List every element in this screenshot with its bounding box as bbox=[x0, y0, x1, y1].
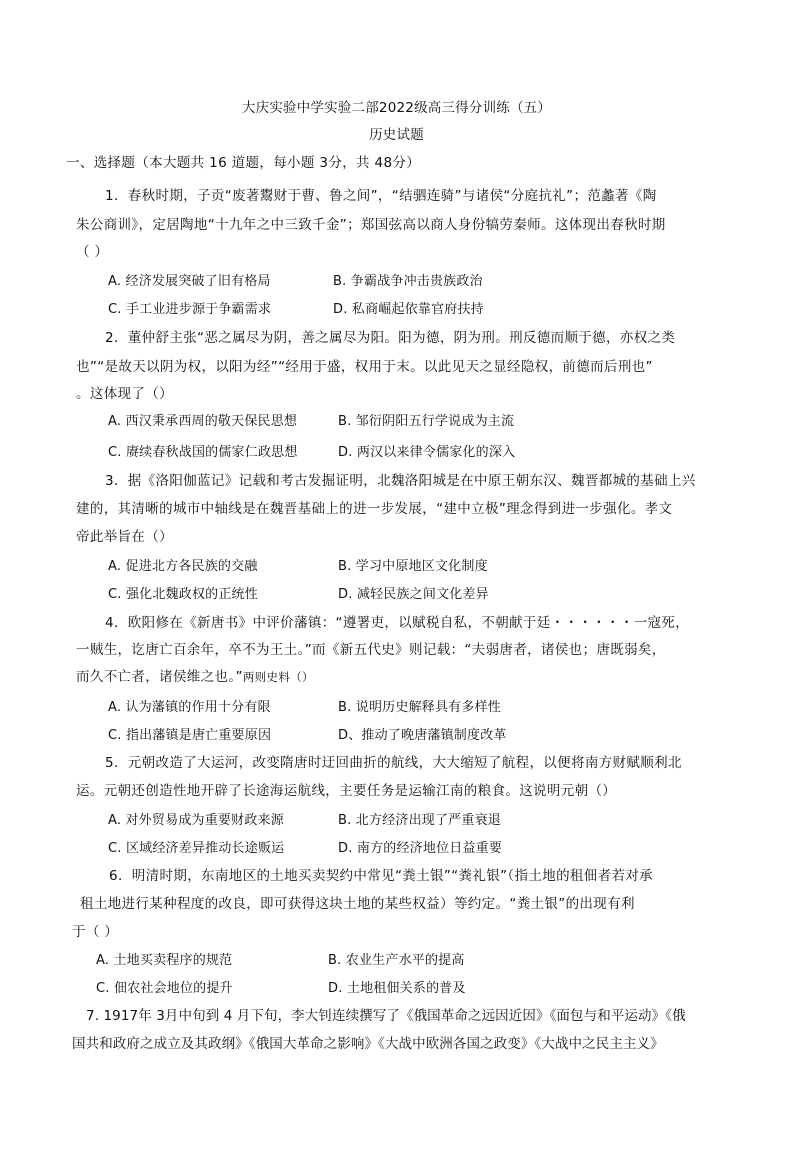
question-text-line: 7. 1917年 3月中旬到 4 月下旬，李大钊连续撰写了《俄国革命之远因近因》《面包与和平运动》《俄 bbox=[86, 1008, 686, 1024]
question-text-line: （ ） bbox=[76, 244, 109, 260]
option-c: C. 佃农社会地位的提升 bbox=[96, 981, 233, 996]
option-a: A. 西汉秉承西周的敬天保民思想 bbox=[108, 414, 298, 429]
option-b: B. 农业生产水平的提高 bbox=[328, 953, 465, 968]
question-text-segment: 而久不亡者，诸侯维之也。” bbox=[76, 669, 243, 685]
option-a: A. 土地买卖程序的规范 bbox=[96, 953, 233, 968]
option-d: D. 南方的经济地位日益重要 bbox=[338, 841, 503, 856]
option-d: D. 私商崛起依靠官府扶持 bbox=[333, 302, 484, 317]
question-text-line: 帝此举旨在（） bbox=[76, 529, 173, 545]
question-text-line: 也”“是故天以阴为权，以阳为经”“经用于盛，权用于末。以此见天之显经隐权，前德而后刑也” bbox=[76, 359, 653, 375]
option-b: B. 说明历史解释具有多样性 bbox=[338, 700, 501, 715]
question-text-line: 建的，其清晰的城市中轴线是在魏晋基础上的进一步发展，“建中立极”理念得到进一步强化。孝文 bbox=[76, 501, 673, 517]
question-text-line: 朱公商训》，定居陶地“十九年之中三致千金”；郑国弦高以商人身份犒劳秦师。这体现出春秋时期 bbox=[76, 217, 666, 233]
question-text-line: 租土地进行某种程度的改良，即可获得这块土地的某些权益）等约定。“粪土银”的出现有利 bbox=[80, 896, 635, 912]
option-d: D、推动了晚唐藩镇制度改革 bbox=[338, 728, 507, 743]
option-b: B. 学习中原地区文化制度 bbox=[338, 559, 488, 574]
question-text-line: 3．据《洛阳伽蓝记》记载和考古发掘证明，北魏洛阳城是在中原王朝东汉、魏晋都城的基础上兴 bbox=[105, 473, 696, 489]
option-c: C. 赓续春秋战国的儒家仁政思想 bbox=[108, 445, 298, 460]
question-text-line: 于（ ） bbox=[72, 924, 119, 940]
question-text-line: 4．欧阳修在《新唐书》中评价藩镇：“遵署吏，以赋税自私，不朝献于廷・・・・・・一寇死， bbox=[105, 615, 690, 631]
option-b: B. 争霸战争冲击贵族政治 bbox=[333, 274, 483, 289]
question-text-line: 一贼生，讫唐亡百余年，卒不为王土。”而《新五代史》则记载：“夫弱唐者，诸侯也；唐既弱矣， bbox=[76, 642, 666, 658]
question-text-line: 5．元朝改造了大运河，改变隋唐时迂回曲折的航线，大大缩短了航程，以便将南方财赋顺利北 bbox=[105, 755, 682, 771]
exam-subtitle: 历史试题 bbox=[369, 127, 424, 143]
option-c: C. 手工业进步源于争霸需求 bbox=[108, 302, 272, 317]
question-text-line: 6．明清时期，东南地区的土地买卖契约中常见“粪土银”“粪礼银”（指土地的租佃者若对承 bbox=[109, 868, 654, 884]
option-d: D. 减轻民族之间文化差异 bbox=[338, 587, 489, 602]
exam-title: 大庆实验中学实验二部2022级高三得分训练（五） bbox=[241, 100, 552, 116]
option-b: B. 北方经济出现了严重衰退 bbox=[338, 813, 501, 828]
option-d: D. 土地租佃关系的普及 bbox=[328, 981, 466, 996]
question-text-line: 1．春秋时期，子贡“废著鬻财于曹、鲁之间”，“结驷连骑”与诸侯“分庭抗礼”；范蠡著《陶 bbox=[105, 188, 657, 204]
section-heading: 一、选择题（本大题共 16 道题，每小题 3分，共 48分） bbox=[66, 155, 421, 171]
question-text-line: 2．董仲舒主张“恶之属尽为阴，善之属尽为阳。阳为德，阴为刑。刑反德而顺于德，亦权之类 bbox=[105, 330, 676, 346]
question-text-segment-small: 两则史料（） bbox=[242, 670, 314, 684]
question-text-line: 国共和政府之成立及其政纲》《俄国大革命之影响》《大战中欧洲各国之政变》《大战中之民主主义》 bbox=[72, 1036, 664, 1052]
option-a: A. 促进北方各民族的交融 bbox=[108, 559, 258, 574]
option-a: A. 对外贸易成为重要财政来源 bbox=[108, 813, 284, 828]
option-a: A. 认为藩镇的作用十分有限 bbox=[108, 700, 271, 715]
option-c: C. 区域经济差异推动长途贩运 bbox=[108, 841, 285, 856]
option-a: A. 经济发展突破了旧有格局 bbox=[108, 274, 271, 289]
option-c: C. 指出藩镇是唐亡重要原因 bbox=[108, 728, 272, 743]
question-text-line: 。这体现了（） bbox=[76, 386, 173, 402]
question-text-line bbox=[76, 665, 314, 685]
option-c: C. 强化北魏政权的正统性 bbox=[108, 587, 258, 602]
option-d: D. 两汉以来律令儒家化的深入 bbox=[338, 445, 516, 460]
question-text-line: 运。元朝还创造性地开辟了长途海运航线，主要任务是运输江南的粮食。这说明元朝（） bbox=[76, 783, 617, 799]
option-b: B. 邹衍阴阳五行学说成为主流 bbox=[338, 414, 515, 429]
